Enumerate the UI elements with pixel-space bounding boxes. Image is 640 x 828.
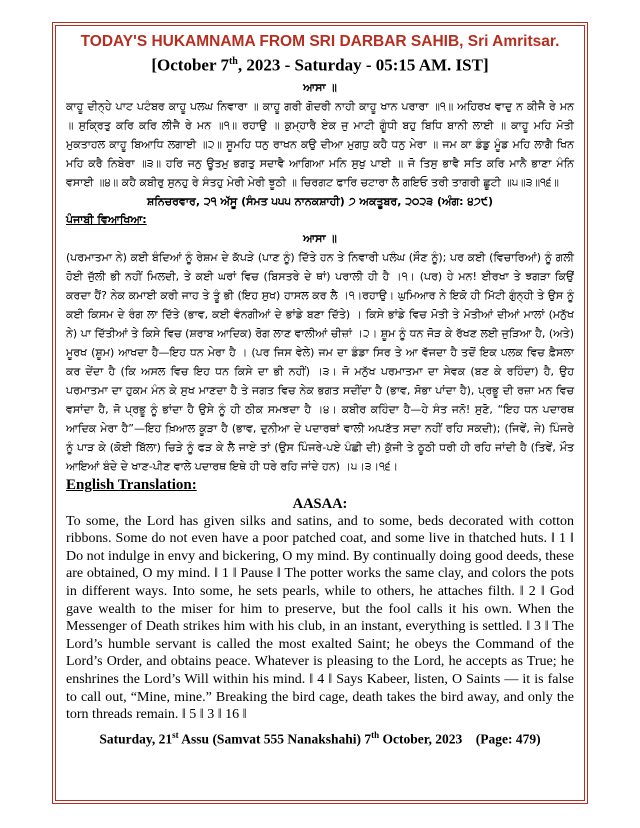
footer-part3: October, 2023 (379, 731, 463, 747)
english-heading: English Translation: (66, 476, 197, 493)
footer-page: (Page: 479) (475, 731, 541, 747)
gurmukhi-date-line: ਸ਼ਨਿਚਰਵਾਰ, ੨੧ ਅੱਸੂ (ਸੰਮਤ ੫੫੫ ਨਾਨਕਸ਼ਾਹੀ) ੭ ਅਕਤੂਬਰ, ੨੦੨੩ (ਅੰਗ: ੪੭੯) (146, 194, 494, 208)
footer-part2: Assu (Samvat 555 Nanakshahi) 7 (178, 731, 372, 747)
date-rest: , 2023 - Saturday - 05:15 AM. IST] (237, 55, 489, 75)
gurmukhi-shabad: ਕਾਹੂ ਦੀਨ੍ਹੇ ਪਾਟ ਪਟੰਬਰ ਕਾਹੂ ਪਲਘ ਨਿਵਾਰਾ ॥ ਕਾਹੂ ਗਰੀ ਗੋਦਰੀ ਨਾਹੀ ਕਾਹੂ ਖਾਨ ਪਰਾਰਾ ॥੧॥ ਅਹਿਰਖ ਵਾਦੁ ਨ ਕੀਜੈ ਰੇ ਮਨ ॥ ਸੁਕ੍ਰਿਤੁ ਕਰਿ ਕਰਿ ਲੀਜੈ ਰੇ ਮਨ ॥੧॥ ਰਹਾਉ ॥ ਕੁਮ੍ਹਾਰੈ ਏਕ ਜੁ ਮਾਟੀ ਗੂੰਧੀ ਬਹੁ ਬਿਧਿ ਬਾਨੀ ਲਾਈ ॥ ਕਾਹੂ ਮਹਿ ਮੋਤੀ ਮੁਕਤਾਹਲ ਕਾਹੂ ਬਿਆਧਿ ਲਗਾਈ ॥੨॥ ਸੂਮਹਿ ਧਨੁ ਰਾਖਨ ਕਉ ਦੀਆ ਮੁਗਧੁ ਕਹੈ ਧਨੁ ਮੇਰਾ ॥ ਜਮ ਕਾ ਡੰਡੁ ਮੂੰਡ ਮਹਿ ਲਾਗੈ ਖਿਨ ਮਹਿ ਕਰੈ ਨਿਬੇਰਾ ॥੩॥ ਹਰਿ ਜਨੁ ਊਤਮੁ ਭਗਤੁ ਸਦਾਵੈ ਆਗਿਆ ਮਨਿ ਸੁਖੁ ਪਾਈ ॥ ਜੋ ਤਿਸੁ ਭਾਵੈ ਸਤਿ ਕਰਿ ਮਾਨੈ ਭਾਣਾ ਮੰਨਿ ਵਸਾਈ ॥੪॥ ਕਹੈ ਕਬੀਰੁ ਸੁਨਹੁ ਰੇ ਸੰਤਹੁ ਮੇਰੀ ਮੇਰੀ ਝੂਠੀ ॥ ਚਿਰਗਟ ਫਾਰਿ ਚਟਾਰਾ ਲੈ ਗਇਓ ਤਰੀ ਤਾਗਰੀ ਛੂਟੀ ॥੫॥੩॥੧੬॥ (66, 99, 574, 189)
punjabi-explanation: (ਪਰਮਾਤਮਾ ਨੇ) ਕਈ ਬੰਦਿਆਂ ਨੂੰ ਰੇਸ਼ਮ ਦੇ ਕੱਪੜੇ (ਪਾਣ ਨੂੰ) ਦਿੱਤੇ ਹਨ ਤੇ ਨਿਵਾਰੀ ਪਲੰਘ (ਸੌਣ ਨੂੰ); ਪਰ ਕਈ (ਵਿਚਾਰਿਆਂ) ਨੂੰ ਗਲੀ ਹੋਈ ਜੁੱਲੀ ਭੀ ਨਹੀਂ ਮਿਲਦੀ, ਤੇ ਕਈ ਘਰਾਂ ਵਿਚ (ਬਿਸਤਰੇ ਦੇ ਥਾਂ) ਪਰਾਲੀ ਹੀ ਹੈ ।੧। (ਪਰ) ਹੇ ਮਨ! ਈਰਖਾ ਤੇ ਝਗੜਾ ਕਿਉਂ ਕਰਦਾ ਹੈਂ? ਨੇਕ ਕਮਾਈ ਕਰੀ ਜਾਹ ਤੇ ਤੂੰ ਭੀ (ਇਹ ਸੁਖ) ਹਾਸਲ ਕਰ ਲੈ ।੧।ਰਹਾਉ। ਘੁਮਿਆਰ ਨੇ ਇਕੋ ਹੀ ਮਿੱਟੀ ਗੁੰਨ੍ਹੀ ਤੇ ਉਸ ਨੂੰ ਕਈ ਕਿਸਮ ਦੇ ਰੰਗ ਲਾ ਦਿੱਤੇ (ਭਾਵ, ਕਈ ਵੰਨਗੀਆਂ ਦੇ ਭਾਂਡੇ ਬਣਾ ਦਿੱਤੇ) । ਕਿਸੇ ਭਾਂਡੇ ਵਿਚ ਮੋਤੀ ਤੇ ਮੋਤੀਆਂ ਦੀਆਂ ਮਾਲਾਂ (ਮਨੁੱਖ ਨੇ) ਪਾ ਦਿੱਤੀਆਂ ਤੇ ਕਿਸੇ ਵਿਚ (ਸ਼ਰਾਬ ਆਦਿਕ) ਰੋਗ ਲਾਣ ਵਾਲੀਆਂ ਚੀਜ਼ਾਂ ।੨। ਸ਼ੂਮ ਨੂੰ ਧਨ ਜੋੜ ਕੇ ਰੱਖਣ ਲਈ ਜੁੜਿਆ ਹੈ, (ਅਤੇ) ਮੂਰਖ (ਸ਼ੂਮ) ਆਖਦਾ ਹੈ—ਇਹ ਧਨ ਮੇਰਾ ਹੈ । (ਪਰ ਜਿਸ ਵੇਲੇ) ਜਮ ਦਾ ਡੰਡਾ ਸਿਰ ਤੇ ਆ ਵੱਜਦਾ ਹੈ ਤਦੋਂ ਇਕ ਪਲਕ ਵਿਚ ਫ਼ੈਸਲਾ ਕਰ ਦੇਂਦਾ ਹੈ (ਕਿ ਅਸਲ ਵਿਚ ਇਹ ਧਨ ਕਿਸੇ ਦਾ ਭੀ ਨਹੀਂ) ।੩। ਜੋ ਮਨੁੱਖ ਪਰਮਾਤਮਾ ਦਾ ਸੇਵਕ (ਬਣ ਕੇ ਰਹਿੰਦਾ) ਹੈ, ਉਹ ਪਰਮਾਤਮਾ ਦਾ ਹੁਕਮ ਮੰਨ ਕੇ ਸੁਖ ਮਾਣਦਾ ਹੈ ਤੇ ਜਗਤ ਵਿਚ ਨੇਕ ਭਗਤ ਸਦੀਂਦਾ ਹੈ (ਭਾਵ, ਸੋਭਾ ਪਾਂਦਾ ਹੈ), ਪ੍ਰਭੂ ਦੀ ਰਜ਼ਾ ਮਨ ਵਿਚ ਵਸਾਂਦਾ ਹੈ, ਜੋ ਪ੍ਰਭੂ ਨੂੰ ਭਾਂਦਾ ਹੈ ਉਸੇ ਨੂੰ ਹੀ ਠੀਕ ਸਮਝਦਾ ਹੈ ।੪। ਕਬੀਰ ਕਹਿੰਦਾ ਹੈ—ਹੇ ਸੰਤ ਜਨੋ! ਸੁਣੋ, “ਇਹ ਧਨ ਪਦਾਰਥ ਆਦਿਕ ਮੇਰਾ ਹੈ”—ਇਹ ਖ਼ਿਆਲ ਕੂੜਾ ਹੈ (ਭਾਵ, ਦੁਨੀਆ ਦੇ ਪਦਾਰਥਾਂ ਵਾਲੀ ਅਪਣੱਤ ਸਦਾ ਨਹੀਂ ਰਹਿ ਸਕਦੀ); (ਜਿਵੇਂ, ਜੇ) ਪਿੰਜਰੇ ਨੂੰ ਪਾੜ ਕੇ (ਕੋਈ ਬਿੱਲਾ) ਚਿੜੇ ਨੂੰ ਫੜ ਕੇ ਲੈ ਜਾਏ ਤਾਂ (ਉਸ ਪਿੰਜਰੇ-ਪਏ ਪੰਛੀ ਦੀ) ਕੁੱਜੀ ਤੇ ਠੂਠੀ ਧਰੀ ਹੀ ਰਹਿ ਜਾਂਦੀ ਹੈ (ਤਿਵੇਂ, ਮੌਤ ਆਇਆਂ ਬੰਦੇ ਦੇ ਖਾਣ-ਪੀਣ ਵਾਲੇ ਪਦਾਰਥ ਇਥੇ ਹੀ ਧਰੇ ਰਹਿ ਜਾਂਦੇ ਹਨ) ।੫।੩।੧੬। (66, 250, 574, 473)
date-banner (66, 52, 574, 76)
hukamnama-content (66, 32, 574, 748)
footer-date (66, 726, 574, 749)
date-open: [October 7 (151, 55, 229, 75)
page-title: TODAY'S HUKAMNAMA FROM SRI DARBAR SAHIB, Sri Amritsar. (80, 33, 560, 50)
english-translation: To some, the Lord has given silks and satins, and to some, beds decorated with cotton ribbons. Some do not even have a poor patched coat, and some live in thatched huts. ‖ 1 ‖ Do not indulge in envy and bickering, O my mind. By continually doing good deeds, these are obtained, O my mind. ‖ 1 ‖ Pause ‖ The potter works the same clay, and colors the pots in different ways. Into some, he sets pearls, while to others, he attaches filth. ‖ 2 ‖ God gave wealth to the miser for him to preserve, but the fool calls it his own. When the Messenger of Death strikes him with his club, in an instant, everything is settled. ‖ 3 ‖ The Lord’s humble servant is called the most exalted Saint; he obeys the Command of the Lord’s Order, and obtains peace. Whatever is pleasing to the Lord, he accepts as True; he enshrines the Lord’s Will within his mind. ‖ 4 ‖ Says Kabeer, listen, O Saints — it is false to call out, “Mine, mine.” Breaking the bird cage, death takes the bird away, and only the torn threads remain. ‖ 5 ‖ 3 ‖ 16 ‖ (66, 513, 574, 723)
footer-part1: Saturday, 21 (99, 731, 173, 747)
page-border (52, 22, 588, 804)
footer-sup2: th (371, 729, 380, 740)
footer-sup1: st (172, 729, 179, 740)
punjabi-heading: ਪੰਜਾਬੀ ਵਿਆਖਿਆ: (66, 212, 147, 226)
date-sup: th (228, 56, 238, 67)
english-raag: AASAA: (292, 495, 348, 512)
punjabi-raag: ਆਸਾ ॥ (303, 231, 337, 245)
gurmukhi-raag: ਆਸਾ ॥ (303, 80, 337, 94)
